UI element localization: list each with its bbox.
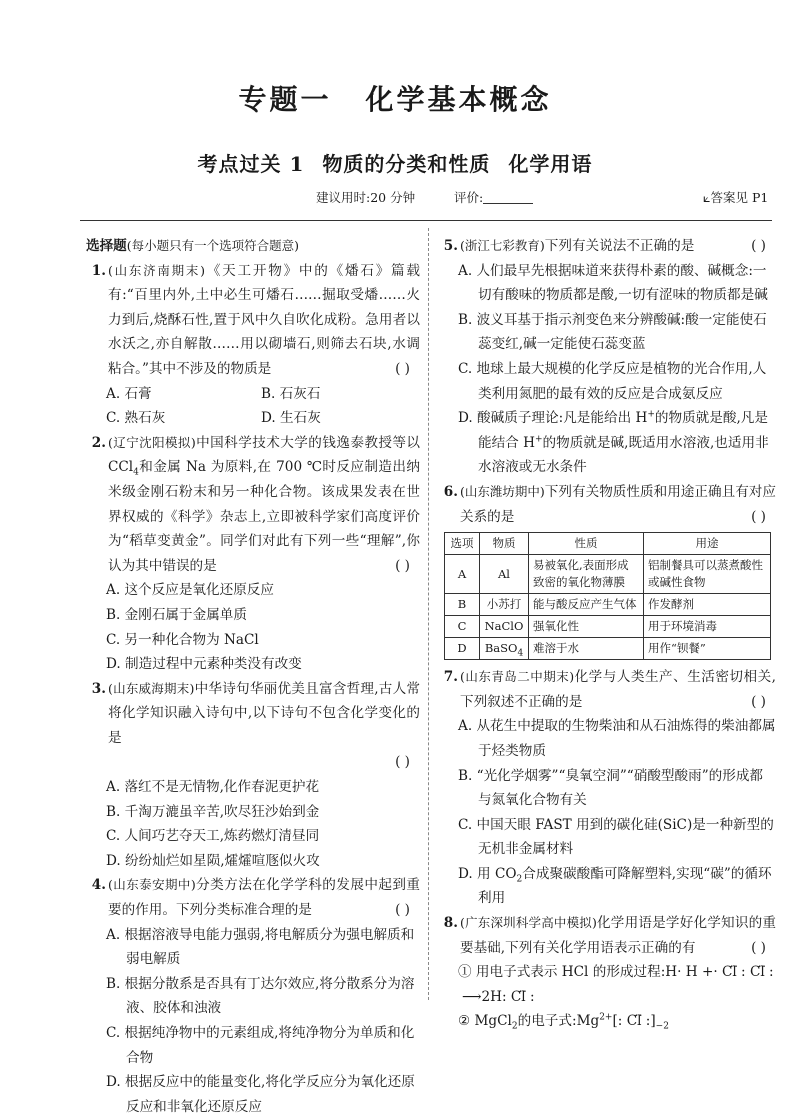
title-part2: 化学基本概念 bbox=[365, 83, 552, 116]
meta-row bbox=[0, 188, 790, 208]
option-d-text-2: 的物质就是酸,凡是能结合 H bbox=[478, 410, 768, 451]
question-source: (山东潍坊期中) bbox=[460, 483, 545, 499]
option-c[interactable]: C. 地球上最大规模的化学反应是植物的光合作用,人类利用氮肥的最有效的反应是合成氨反应 bbox=[458, 360, 767, 402]
question-number: 2. bbox=[91, 434, 106, 451]
option-d[interactable]: D. 生石灰 bbox=[261, 410, 321, 427]
answer-reference: ⟀答案见 P1 bbox=[703, 190, 769, 205]
question-source: (浙江七彩教育) bbox=[460, 238, 545, 253]
question-stem: 《天工开物》中的《燔石》篇载有:“百里内外,土中必生可燔石……掘取受燔……火力到后,烧酥石性,置于风中久自吹化成粉。急用者以水沃之,亦自解散……用以砌墙石,则筛去石块,水调粘合。”其中不涉及的物质是 bbox=[108, 262, 420, 377]
option-c[interactable]: C. 根据纯净物中的元素组成,将纯净物分为单质和化合物 bbox=[106, 1025, 415, 1066]
question-source: (山东济南期末) bbox=[108, 262, 206, 278]
subscript: −2 bbox=[655, 1022, 669, 1033]
table-cell: Al bbox=[480, 555, 529, 594]
table-cell: C bbox=[445, 616, 480, 638]
option-d-text: D. 酸碱质子理论:凡是能给出 H bbox=[458, 410, 648, 427]
question-number: 1. bbox=[91, 262, 106, 279]
option-d-text: D. 用 CO bbox=[458, 865, 517, 882]
question-number: 4. bbox=[91, 877, 106, 894]
option-a[interactable]: A. 落红不是无情物,化作春泥更护花 bbox=[106, 779, 320, 796]
option-b[interactable]: B. 金刚石属于金属单质 bbox=[106, 606, 247, 623]
answer-bracket[interactable]: ( ) bbox=[395, 360, 410, 377]
question-source: (山东威海期末) bbox=[108, 680, 195, 696]
question-source: (辽宁沈阳模拟) bbox=[108, 434, 196, 450]
answer-bracket[interactable]: ( ) bbox=[395, 754, 410, 771]
section-note: (每小题只有一个选项符合题意) bbox=[126, 238, 300, 253]
property-table bbox=[444, 532, 771, 660]
question-6 bbox=[438, 480, 776, 660]
option-c[interactable]: C. 另一种化合物为 NaCl bbox=[106, 631, 259, 648]
option-b[interactable]: B. 千淘万漉虽辛苦,吹尽狂沙始到金 bbox=[106, 803, 320, 820]
table-cell: D bbox=[445, 638, 480, 660]
answer-bracket[interactable]: ( ) bbox=[751, 693, 766, 710]
subtitle-part3: 化学用语 bbox=[508, 152, 593, 176]
table-row bbox=[445, 594, 771, 616]
table-cell: NaClO bbox=[480, 616, 529, 638]
table-cell: B bbox=[445, 594, 480, 616]
option-row bbox=[86, 406, 420, 431]
question-stem-cont: 和金属 Na 为原料,在 700 ℃时反应制造出纳米级金刚石粉末和另一种化合物。该成果发表在世界权威的《科学》杂志上,立即被科学家们高度评价为“稻草变黄金”。同学们对此有下列一些“理解”,你认为其中错误的是 bbox=[108, 459, 420, 574]
question-1 bbox=[86, 259, 420, 431]
evaluation-label: 评价: bbox=[454, 190, 484, 205]
superscript: 2+ bbox=[599, 1012, 613, 1023]
table-header: 物质 bbox=[480, 533, 529, 555]
option-d[interactable]: D. 纷纷灿烂如星陨,㸌㸌喧豗似火攻 bbox=[106, 852, 320, 869]
question-number: 8. bbox=[443, 915, 458, 932]
title-part1: 专题一 bbox=[238, 83, 332, 116]
question-stem: 下列有关物质性质和用途正确且有对应关系的是 bbox=[460, 483, 776, 525]
question-stem: 中华诗句华丽优美且富含哲理,古人常将化学知识融入诗句中,以下诗句不包含化学变化的是 bbox=[108, 680, 420, 746]
table-header: 性质 bbox=[529, 533, 644, 555]
statement-2-text-3: [: C͘l͘ :] bbox=[612, 1013, 656, 1030]
question-number: 6. bbox=[443, 483, 458, 500]
table-cell: 铝制餐具可以蒸煮酸性或碱性食物 bbox=[644, 555, 771, 594]
question-5 bbox=[438, 234, 776, 480]
table-cell: 用于环境消毒 bbox=[644, 616, 771, 638]
table-cell: 强氧化性 bbox=[529, 616, 644, 638]
subscript: 4 bbox=[517, 648, 524, 659]
table-header: 选项 bbox=[445, 533, 480, 555]
option-row bbox=[86, 382, 420, 407]
superscript: + bbox=[647, 409, 655, 420]
statement-2-text: ② MgCl bbox=[458, 1013, 512, 1030]
question-source: (广东深圳科学高中模拟) bbox=[460, 915, 597, 931]
question-number: 5. bbox=[443, 238, 458, 254]
question-stem: 化学与人类生产、生活密切相关,下列叙述不正确的是 bbox=[460, 669, 776, 710]
option-d-text-3: 的物质就是碱,既适用水溶液,也适用非水溶液或无水条件 bbox=[478, 434, 769, 476]
column-divider bbox=[428, 228, 429, 1000]
option-a[interactable]: A. 石膏 bbox=[106, 385, 152, 402]
statement-2 bbox=[438, 1009, 776, 1034]
option-b[interactable]: B. 根据分散系是否具有丁达尔效应,将分散系分为溶液、胶体和浊液 bbox=[106, 975, 415, 1017]
table-cell bbox=[480, 638, 529, 660]
formula: BaSO bbox=[484, 641, 518, 656]
question-number: 3. bbox=[91, 680, 106, 697]
option-b[interactable]: B. 波义耳基于指示剂变色来分辨酸碱:酸一定能使石蕊变红,碱一定能使石蕊变蓝 bbox=[458, 311, 767, 353]
question-8 bbox=[438, 911, 776, 1034]
question-3 bbox=[86, 677, 420, 874]
option-d[interactable] bbox=[438, 406, 776, 480]
question-7 bbox=[438, 665, 776, 911]
section-label: 选择题 bbox=[86, 238, 127, 254]
answer-bracket[interactable]: ( ) bbox=[395, 902, 410, 919]
question-source: (山东青岛二中期末) bbox=[460, 669, 575, 685]
table-header: 用途 bbox=[644, 533, 771, 555]
statement-2-text-2: 的电子式:Mg bbox=[517, 1013, 600, 1030]
option-a[interactable]: A. 人们最早先根据味道来获得朴素的酸、碱概念:一切有酸味的物质都是酸,一切有涩味的物质都是碱 bbox=[458, 262, 768, 304]
page-title bbox=[0, 78, 790, 118]
answer-bracket[interactable]: ( ) bbox=[395, 557, 410, 574]
answer-bracket[interactable]: ( ) bbox=[751, 939, 766, 956]
left-column bbox=[86, 234, 420, 1119]
option-c[interactable]: C. 人间巧艺夺天工,炼药燃灯清昼同 bbox=[106, 828, 320, 845]
statement-1-cont: ⟶2H: C͘l͘ : bbox=[462, 988, 535, 1005]
question-stem: 下列有关说法不正确的是 bbox=[544, 238, 695, 254]
answer-bracket[interactable]: ( ) bbox=[751, 238, 766, 254]
question-number: 7. bbox=[443, 669, 458, 686]
option-d-text-2: 合成聚碳酸酯可降解塑料,实现“碳”的循环利用 bbox=[478, 865, 772, 907]
question-source: (山东泰安期中) bbox=[108, 877, 196, 893]
subscript: 2 bbox=[516, 874, 523, 885]
table-row bbox=[445, 638, 771, 660]
superscript: + bbox=[534, 434, 543, 445]
evaluation bbox=[454, 188, 533, 206]
right-column bbox=[438, 234, 776, 1034]
answer-bracket[interactable]: ( ) bbox=[751, 508, 766, 525]
option-c[interactable]: C. 熟石灰 bbox=[106, 410, 166, 427]
subscript: 2 bbox=[511, 1022, 518, 1033]
suggested-time: 建议用时:20 分钟 bbox=[316, 190, 416, 205]
option-b[interactable]: B. “光化学烟雾”“臭氧空洞”“硝酸型酸雨”的形成都与氮氧化合物有关 bbox=[458, 767, 764, 809]
question-stem: 分类方法在化学学科的发展中起到重要的作用。下列分类标准合理的是 bbox=[108, 877, 420, 919]
subscript: 4 bbox=[133, 468, 139, 479]
table-cell: 小苏打 bbox=[480, 594, 529, 616]
table-cell: 用作“钡餐” bbox=[644, 638, 771, 660]
table-cell: 难溶于水 bbox=[529, 638, 644, 660]
table-cell: 作发酵剂 bbox=[644, 594, 771, 616]
section-heading bbox=[86, 234, 420, 259]
question-2 bbox=[86, 431, 420, 677]
subtitle-part1: 考点过关 1 bbox=[197, 152, 305, 176]
option-a[interactable]: A. 这个反应是氧化还原反应 bbox=[106, 582, 274, 599]
option-c[interactable]: C. 中国天眼 FAST 用到的碳化硅(SiC)是一种新型的无机非金属材料 bbox=[458, 816, 774, 858]
option-d[interactable]: D. 制造过程中元素种类没有改变 bbox=[106, 656, 302, 673]
question-4 bbox=[86, 873, 420, 1119]
question-stem: 中国科学技术大学的钱逸泰教授等以 CCl bbox=[108, 434, 420, 476]
question-stem: 化学用语是学好化学知识的重要基础,下列有关化学用语表示正确的有 bbox=[460, 915, 776, 956]
option-a[interactable]: A. 从花生中提取的生物柴油和从石油炼得的柴油都属于烃类物质 bbox=[458, 718, 776, 759]
table-cell: 易被氧化,表面形成致密的氧化物薄膜 bbox=[529, 555, 644, 594]
table-cell: A bbox=[445, 555, 480, 594]
statement-1: ① 用电子式表示 HCl 的形成过程:H· H +· C͘l͘ : C͘l͘ : bbox=[458, 964, 774, 981]
evaluation-blank[interactable] bbox=[483, 191, 533, 204]
option-b[interactable]: B. 石灰石 bbox=[261, 385, 321, 402]
table-row bbox=[445, 555, 771, 594]
option-d[interactable] bbox=[438, 862, 776, 911]
option-d[interactable]: D. 根据反应中的能量变化,将化学反应分为氧化还原反应和非氧化还原反应 bbox=[106, 1074, 415, 1115]
header-divider bbox=[80, 220, 772, 221]
table-cell: 能与酸反应产生气体 bbox=[529, 594, 644, 616]
table-header-row bbox=[445, 533, 771, 555]
table-row bbox=[445, 616, 771, 638]
subtitle-part2: 物质的分类和性质 bbox=[322, 152, 491, 176]
option-a[interactable]: A. 根据溶液导电能力强弱,将电解质分为强电解质和弱电解质 bbox=[106, 926, 415, 968]
page-subtitle bbox=[0, 148, 790, 177]
